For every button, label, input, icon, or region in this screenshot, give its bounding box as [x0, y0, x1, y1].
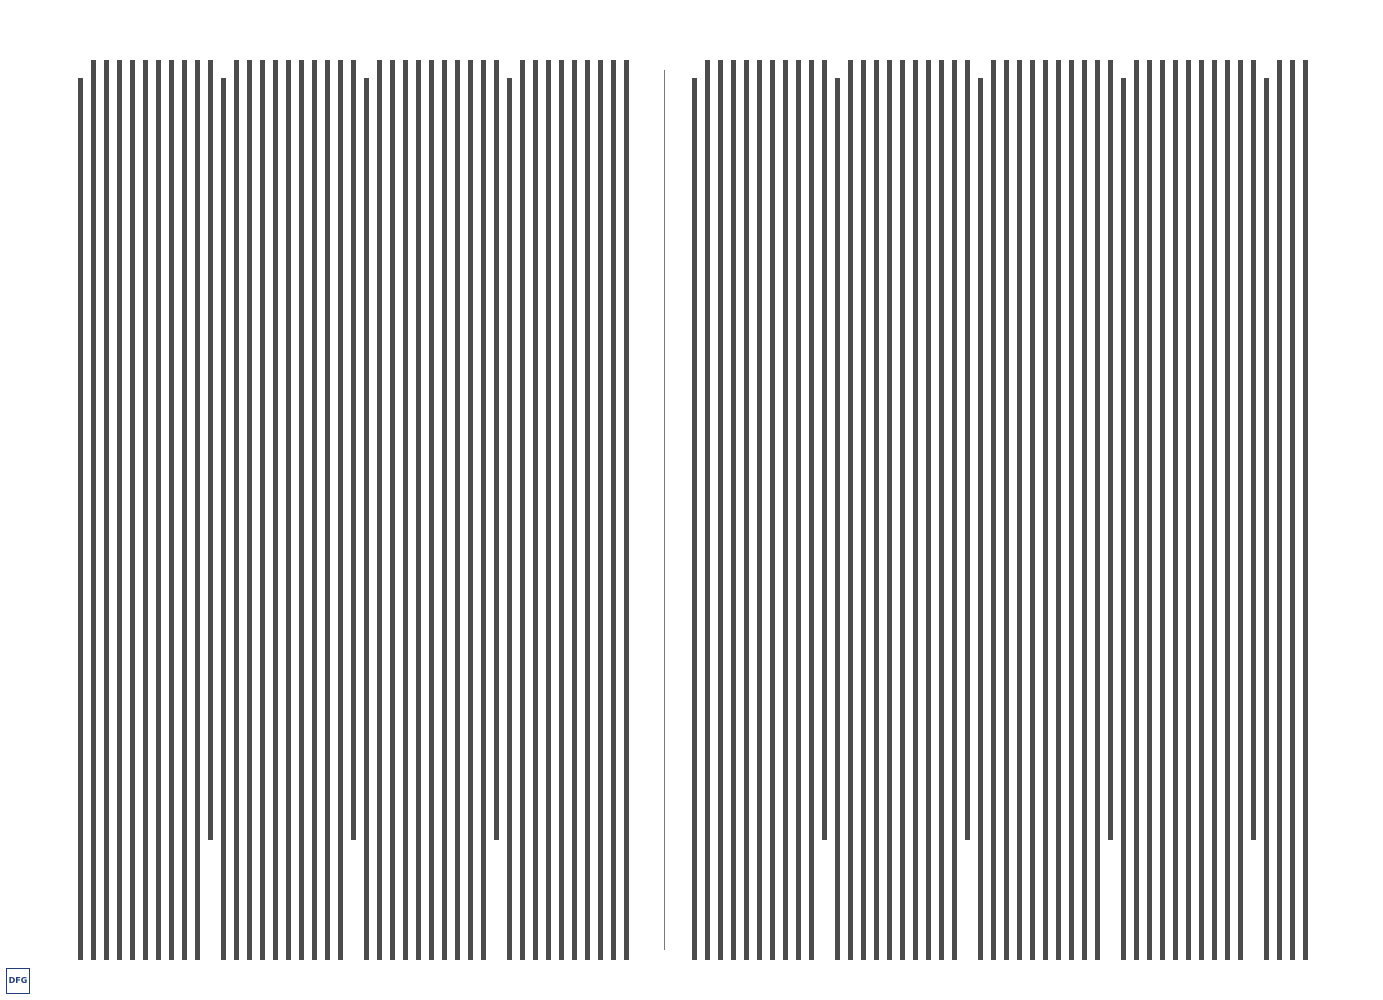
text-line [572, 60, 577, 960]
text-line [978, 78, 983, 960]
text-line [874, 60, 879, 960]
text-line [403, 60, 408, 960]
text-line [900, 60, 905, 960]
text-line [494, 60, 499, 840]
text-line [1173, 60, 1178, 960]
text-line [546, 60, 551, 960]
text-line [429, 60, 434, 960]
text-line [822, 60, 827, 840]
text-line [926, 60, 931, 960]
text-line [1303, 60, 1308, 960]
text-line [104, 60, 109, 960]
text-line [913, 60, 918, 960]
text-line [585, 60, 590, 960]
text-line [1056, 60, 1061, 960]
digitization-credit [12, 25, 28, 975]
text-line [455, 60, 460, 960]
text-line [1069, 60, 1074, 960]
text-line [757, 60, 762, 960]
text-line [390, 60, 395, 960]
text-line [809, 60, 814, 960]
text-line [731, 60, 736, 960]
text-line [1225, 60, 1230, 960]
text-line [195, 60, 200, 960]
text-line [338, 60, 343, 960]
text-line [91, 60, 96, 960]
text-line [744, 60, 749, 960]
text-line [377, 60, 382, 960]
text-line [1147, 60, 1152, 960]
text-line [1199, 60, 1204, 960]
text-line [611, 60, 616, 960]
text-line [364, 78, 369, 960]
text-column-left [78, 0, 628, 1000]
text-line [718, 60, 723, 960]
text-line [952, 60, 957, 960]
text-line [481, 60, 486, 960]
text-line [1277, 60, 1282, 960]
text-line [770, 60, 775, 960]
text-line [1251, 60, 1256, 840]
text-line [1134, 60, 1139, 960]
text-line [1238, 60, 1243, 960]
text-line [533, 60, 538, 960]
text-line [887, 60, 892, 960]
text-line [247, 60, 252, 960]
text-line [835, 78, 840, 960]
text-line [442, 60, 447, 960]
text-line [416, 60, 421, 960]
text-line [1290, 60, 1295, 960]
text-line [965, 60, 970, 840]
text-line [312, 60, 317, 960]
text-line [783, 60, 788, 960]
text-line [1160, 60, 1165, 960]
text-line [273, 60, 278, 960]
text-line [1082, 60, 1087, 960]
text-line [705, 60, 710, 960]
side-caption-strip [0, 0, 40, 1000]
text-line [286, 60, 291, 960]
text-line [507, 78, 512, 960]
text-line [234, 60, 239, 960]
text-line [848, 60, 853, 960]
text-line [1043, 60, 1048, 960]
text-line [1108, 60, 1113, 840]
text-line [991, 60, 996, 960]
text-line [208, 60, 213, 840]
text-line [861, 60, 866, 960]
text-line [221, 78, 226, 960]
text-line [1030, 60, 1035, 960]
text-line [1212, 60, 1217, 960]
text-line [182, 60, 187, 960]
text-line [1004, 60, 1009, 960]
text-line [559, 60, 564, 960]
text-line [130, 60, 135, 960]
text-line [796, 60, 801, 960]
text-line [351, 60, 356, 840]
text-line [299, 60, 304, 960]
text-line [156, 60, 161, 960]
text-line [117, 60, 122, 960]
text-line [143, 60, 148, 960]
dfg-logo: DFG [6, 968, 30, 994]
rotated-newspaper-page [40, 0, 1383, 1000]
text-line [939, 60, 944, 960]
text-line [624, 60, 629, 960]
text-line [325, 60, 330, 960]
text-line [1121, 78, 1126, 960]
text-line [1017, 60, 1022, 960]
text-line [598, 60, 603, 960]
text-line [468, 60, 473, 960]
text-line [78, 78, 83, 960]
text-line [169, 60, 174, 960]
text-line [692, 78, 697, 960]
text-line [1264, 78, 1269, 960]
column-divider [664, 70, 665, 950]
text-line [260, 60, 265, 960]
text-line [1186, 60, 1191, 960]
text-column-right [692, 0, 1312, 1000]
text-line [1095, 60, 1100, 960]
text-line [520, 60, 525, 960]
